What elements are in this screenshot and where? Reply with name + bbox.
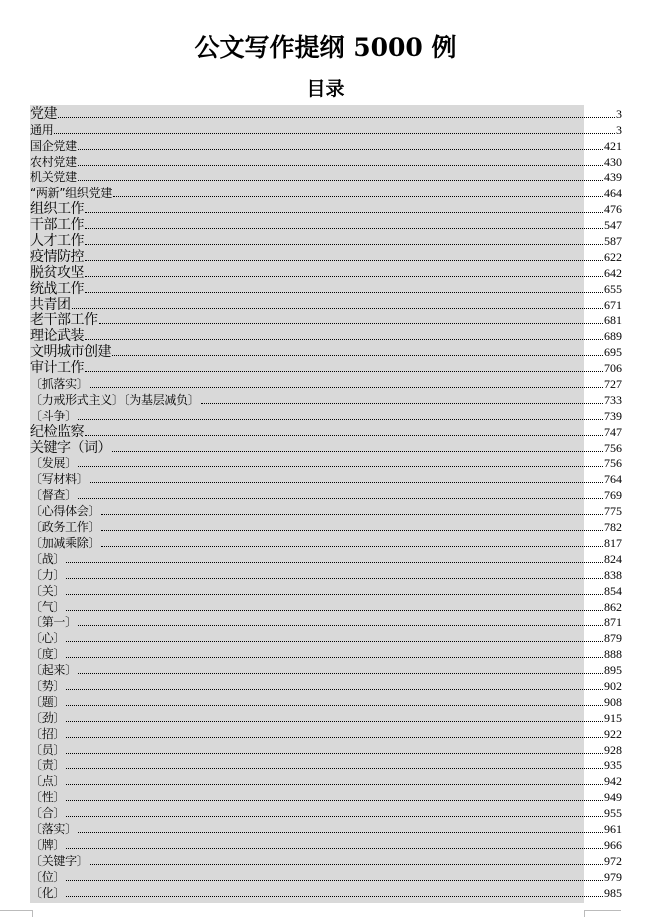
toc-entry[interactable]	[30, 709, 622, 725]
toc-entry[interactable]	[30, 105, 622, 121]
toc-entry-label: 机关党建	[30, 170, 77, 185]
toc-entry-label: 〔政务工作〕	[30, 520, 101, 535]
toc-dot-leader	[85, 292, 603, 293]
toc-entry-label: 疫情防控	[30, 248, 84, 264]
toc-entry-page-number: 747	[604, 424, 622, 439]
toc-entry[interactable]	[30, 169, 622, 185]
toc-dot-leader	[78, 832, 603, 833]
toc-dot-leader	[201, 403, 603, 404]
toc-entry[interactable]	[30, 518, 622, 534]
toc-entry-label: 党建	[30, 105, 57, 121]
toc-entry-page-number: 775	[604, 504, 622, 519]
toc-dot-leader	[90, 482, 603, 483]
toc-heading: 目录	[306, 78, 345, 100]
toc-entry[interactable]	[30, 661, 622, 677]
toc-dot-leader	[54, 133, 615, 134]
toc-dot-leader	[66, 578, 603, 579]
toc-dot-leader	[66, 610, 603, 611]
toc-dot-leader	[101, 514, 603, 515]
toc-entry-label: 统战工作	[30, 280, 84, 296]
toc-entry-page-number: 476	[604, 202, 622, 217]
toc-entry[interactable]	[30, 121, 622, 137]
toc-dot-leader	[66, 896, 603, 897]
toc-entry-label: “两新”组织党建	[30, 186, 113, 201]
toc-entry[interactable]	[30, 757, 622, 773]
toc-dot-leader	[78, 498, 603, 499]
toc-entry-label: 〔力〕	[30, 567, 66, 582]
toc-entry[interactable]	[30, 137, 622, 153]
toc-entry-label: 农村党建	[30, 154, 77, 169]
toc-dot-leader	[66, 753, 603, 754]
toc-entry-label: 〔心〕	[30, 631, 66, 646]
toc-entry-label: 〔责〕	[30, 758, 66, 773]
toc-entry-label: 审计工作	[30, 360, 84, 376]
toc-entry[interactable]	[30, 248, 622, 264]
toc-entry-page-number: 955	[604, 806, 622, 821]
toc-dot-leader	[66, 562, 603, 563]
toc-entry[interactable]	[30, 280, 622, 296]
toc-entry-label: 关键字（词）	[30, 439, 111, 455]
toc-entry[interactable]	[30, 614, 622, 630]
toc-entry[interactable]	[30, 264, 622, 280]
toc-entry-label: 组织工作	[30, 201, 84, 217]
toc-entry-page-number: 915	[604, 710, 622, 725]
toc-entry-page-number: 430	[604, 154, 622, 169]
toc-dot-leader	[85, 260, 603, 261]
toc-entry[interactable]	[30, 423, 622, 439]
toc-dot-leader	[66, 848, 603, 849]
toc-entry-label: 〔发展〕	[30, 456, 77, 471]
toc-entry[interactable]	[30, 184, 622, 200]
toc-entry-label: 〔抓落实〕	[30, 377, 89, 392]
toc-entry-label: 通用	[30, 122, 54, 137]
toc-entry-label: 〔起来〕	[30, 663, 77, 678]
toc-dot-leader	[66, 657, 603, 658]
toc-entry-page-number: 671	[604, 297, 622, 312]
toc-dot-leader	[99, 323, 604, 324]
toc-entry-page-number: 3	[616, 106, 622, 121]
toc-entry-label: 〔落实〕	[30, 821, 77, 836]
toc-dot-leader	[112, 451, 603, 452]
toc-entry[interactable]	[30, 296, 622, 312]
toc-dot-leader	[85, 435, 603, 436]
toc-entry-label: 〔合〕	[30, 806, 66, 821]
toc-entry[interactable]	[30, 391, 622, 407]
toc-entry-page-number: 902	[604, 678, 622, 693]
toc-dot-leader	[90, 864, 603, 865]
toc-entry-page-number: 756	[604, 456, 622, 471]
toc-dot-leader	[66, 784, 603, 785]
toc-entry-label: 〔关〕	[30, 583, 66, 598]
toc-dot-leader	[85, 212, 603, 213]
toc-entry-page-number: 817	[604, 535, 622, 550]
toc-entry-label: 干部工作	[30, 217, 84, 233]
toc-dot-leader	[66, 737, 603, 738]
toc-entry[interactable]	[30, 884, 622, 900]
toc-entry-label: 纪检监察	[30, 423, 84, 439]
toc-entry-page-number: 979	[604, 869, 622, 884]
toc-entry[interactable]	[30, 725, 622, 741]
toc-entry-page-number: 942	[604, 774, 622, 789]
toc-entry-label: 〔化〕	[30, 885, 66, 900]
toc-entry-label: 〔性〕	[30, 790, 66, 805]
toc-dot-leader	[78, 673, 603, 674]
toc-entry[interactable]	[30, 327, 622, 343]
toc-entry-page-number: 706	[604, 361, 622, 376]
toc-entry[interactable]	[30, 566, 622, 582]
toc-entry[interactable]	[30, 629, 622, 645]
toc-entry-page-number: 949	[604, 790, 622, 805]
toc-entry-page-number: 966	[604, 837, 622, 852]
toc-entry[interactable]	[30, 534, 622, 550]
toc-entry[interactable]	[30, 216, 622, 232]
toc-dot-leader	[101, 546, 603, 547]
toc-dot-leader	[78, 180, 603, 181]
toc-entry-page-number: 854	[604, 583, 622, 598]
toc-entry[interactable]	[30, 868, 622, 884]
toc-entry-page-number: 681	[604, 313, 622, 328]
toc-entry-page-number: 879	[604, 631, 622, 646]
toc-entry-page-number: 695	[604, 345, 622, 360]
toc-dot-leader	[90, 387, 603, 388]
toc-entry-page-number: 985	[604, 885, 622, 900]
toc-dot-leader	[78, 419, 603, 420]
toc-entry-label: 〔招〕	[30, 726, 66, 741]
toc-entry-page-number: 895	[604, 663, 622, 678]
toc-entry-label: 〔题〕	[30, 694, 66, 709]
toc-entry-label: 〔写材料〕	[30, 472, 89, 487]
toc-dot-leader	[58, 117, 615, 118]
toc-entry[interactable]	[30, 343, 622, 359]
toc-entry[interactable]	[30, 312, 622, 328]
toc-entry[interactable]	[30, 693, 622, 709]
toc-entry[interactable]	[30, 502, 622, 518]
toc-entry[interactable]	[30, 486, 622, 502]
toc-entry-page-number: 642	[604, 265, 622, 280]
toc-dot-leader	[66, 594, 603, 595]
toc-entry-label: 老干部工作	[30, 312, 98, 328]
toc-entry[interactable]	[30, 582, 622, 598]
toc-entry-label: 共青团	[30, 296, 71, 312]
toc-entry[interactable]	[30, 550, 622, 566]
toc-entry[interactable]	[30, 232, 622, 248]
toc-entry-label: 〔力戒形式主义〕〔为基层减负〕	[30, 392, 200, 407]
toc-dot-leader	[78, 625, 603, 626]
toc-entry[interactable]	[30, 677, 622, 693]
toc-entry-page-number: 922	[604, 726, 622, 741]
toc-entry-page-number: 587	[604, 234, 622, 249]
toc-dot-leader	[85, 371, 603, 372]
toc-entry-page-number: 888	[604, 647, 622, 662]
toc-entry-label: 〔关键字〕	[30, 853, 89, 868]
toc-entry-label: 脱贫攻坚	[30, 264, 84, 280]
toc-entry-page-number: 439	[604, 170, 622, 185]
toc-entry-label: 〔度〕	[30, 647, 66, 662]
toc-dot-leader	[66, 689, 603, 690]
toc-entry-page-number: 908	[604, 694, 622, 709]
toc-entry-page-number: 824	[604, 551, 622, 566]
toc-dot-leader	[85, 276, 603, 277]
toc-dot-leader	[101, 530, 603, 531]
toc-entry-page-number: 769	[604, 488, 622, 503]
toc-entry-label: 〔心得体会〕	[30, 504, 101, 519]
toc-entry-label: 〔战〕	[30, 551, 66, 566]
toc-dot-leader	[72, 308, 604, 309]
toc-dot-leader	[66, 641, 603, 642]
toc-entry[interactable]	[30, 788, 622, 804]
toc-entry-label: 〔加减乘除〕	[30, 535, 101, 550]
toc-dot-leader	[78, 165, 603, 166]
toc-entry-page-number: 464	[604, 186, 622, 201]
toc-dot-leader	[66, 880, 603, 881]
toc-dot-leader	[66, 705, 603, 706]
toc-entry-page-number: 689	[604, 329, 622, 344]
toc-dot-leader	[112, 355, 603, 356]
toc-entry[interactable]	[30, 153, 622, 169]
toc-dot-leader	[66, 768, 603, 769]
toc-entry-page-number: 871	[604, 615, 622, 630]
toc-entry[interactable]	[30, 359, 622, 375]
toc-entry-page-number: 935	[604, 758, 622, 773]
toc-dot-leader	[66, 800, 603, 801]
toc-entry[interactable]	[30, 820, 622, 836]
toc-entry[interactable]	[30, 772, 622, 788]
toc-entry-page-number: 972	[604, 853, 622, 868]
toc-entry[interactable]	[30, 375, 622, 391]
toc-entry[interactable]	[30, 455, 622, 471]
toc-entry-page-number: 727	[604, 377, 622, 392]
toc-dot-leader	[66, 721, 603, 722]
toc-entry[interactable]	[30, 836, 622, 852]
toc-entry-label: 〔第一〕	[30, 615, 77, 630]
toc-entry-label: 〔气〕	[30, 599, 66, 614]
toc-dot-leader	[78, 466, 603, 467]
toc-entry[interactable]	[30, 645, 622, 661]
toc-entry[interactable]	[30, 439, 622, 455]
toc-dot-leader	[78, 149, 603, 150]
toc-entry-label: 〔督查〕	[30, 488, 77, 503]
toc-dot-leader	[85, 228, 603, 229]
toc-entry-label: 〔势〕	[30, 678, 66, 693]
toc-dot-leader	[66, 816, 603, 817]
toc-entry-label: 〔牌〕	[30, 837, 66, 852]
toc-dot-leader	[85, 339, 603, 340]
document-title: 公文写作提纲 5000 例	[194, 33, 457, 62]
toc-entry-label: 文明城市创建	[30, 344, 111, 360]
toc-entry-label: 国企党建	[30, 138, 77, 153]
toc-entry-label: 〔劲〕	[30, 710, 66, 725]
toc-entry-page-number: 622	[604, 249, 622, 264]
toc-entry[interactable]	[30, 852, 622, 868]
toc-entry[interactable]	[30, 804, 622, 820]
toc-entry-page-number: 928	[604, 742, 622, 757]
toc-entry-label: 〔斗争〕	[30, 408, 77, 423]
toc-entry-page-number: 421	[604, 138, 622, 153]
toc-entry[interactable]	[30, 598, 622, 614]
toc-entry-label: 〔位〕	[30, 869, 66, 884]
toc-entry-label: 〔员〕	[30, 742, 66, 757]
table-of-contents	[30, 105, 622, 900]
toc-entry-page-number: 782	[604, 520, 622, 535]
toc-dot-leader	[113, 196, 603, 197]
toc-entry-page-number: 756	[604, 440, 622, 455]
toc-dot-leader	[85, 244, 603, 245]
toc-entry-page-number: 739	[604, 408, 622, 423]
toc-entry-page-number: 3	[616, 122, 622, 137]
toc-entry-page-number: 733	[604, 392, 622, 407]
toc-entry-label: 〔点〕	[30, 774, 66, 789]
toc-entry-page-number: 961	[604, 821, 622, 836]
toc-entry[interactable]	[30, 407, 622, 423]
toc-entry[interactable]	[30, 470, 622, 486]
toc-entry-page-number: 862	[604, 599, 622, 614]
toc-entry-page-number: 764	[604, 472, 622, 487]
toc-entry[interactable]	[30, 741, 622, 757]
toc-entry-label: 人才工作	[30, 233, 84, 249]
toc-entry-page-number: 838	[604, 567, 622, 582]
toc-entry-page-number: 547	[604, 218, 622, 233]
toc-entry[interactable]	[30, 200, 622, 216]
toc-entry-label: 理论武装	[30, 328, 84, 344]
toc-entry-page-number: 655	[604, 281, 622, 296]
